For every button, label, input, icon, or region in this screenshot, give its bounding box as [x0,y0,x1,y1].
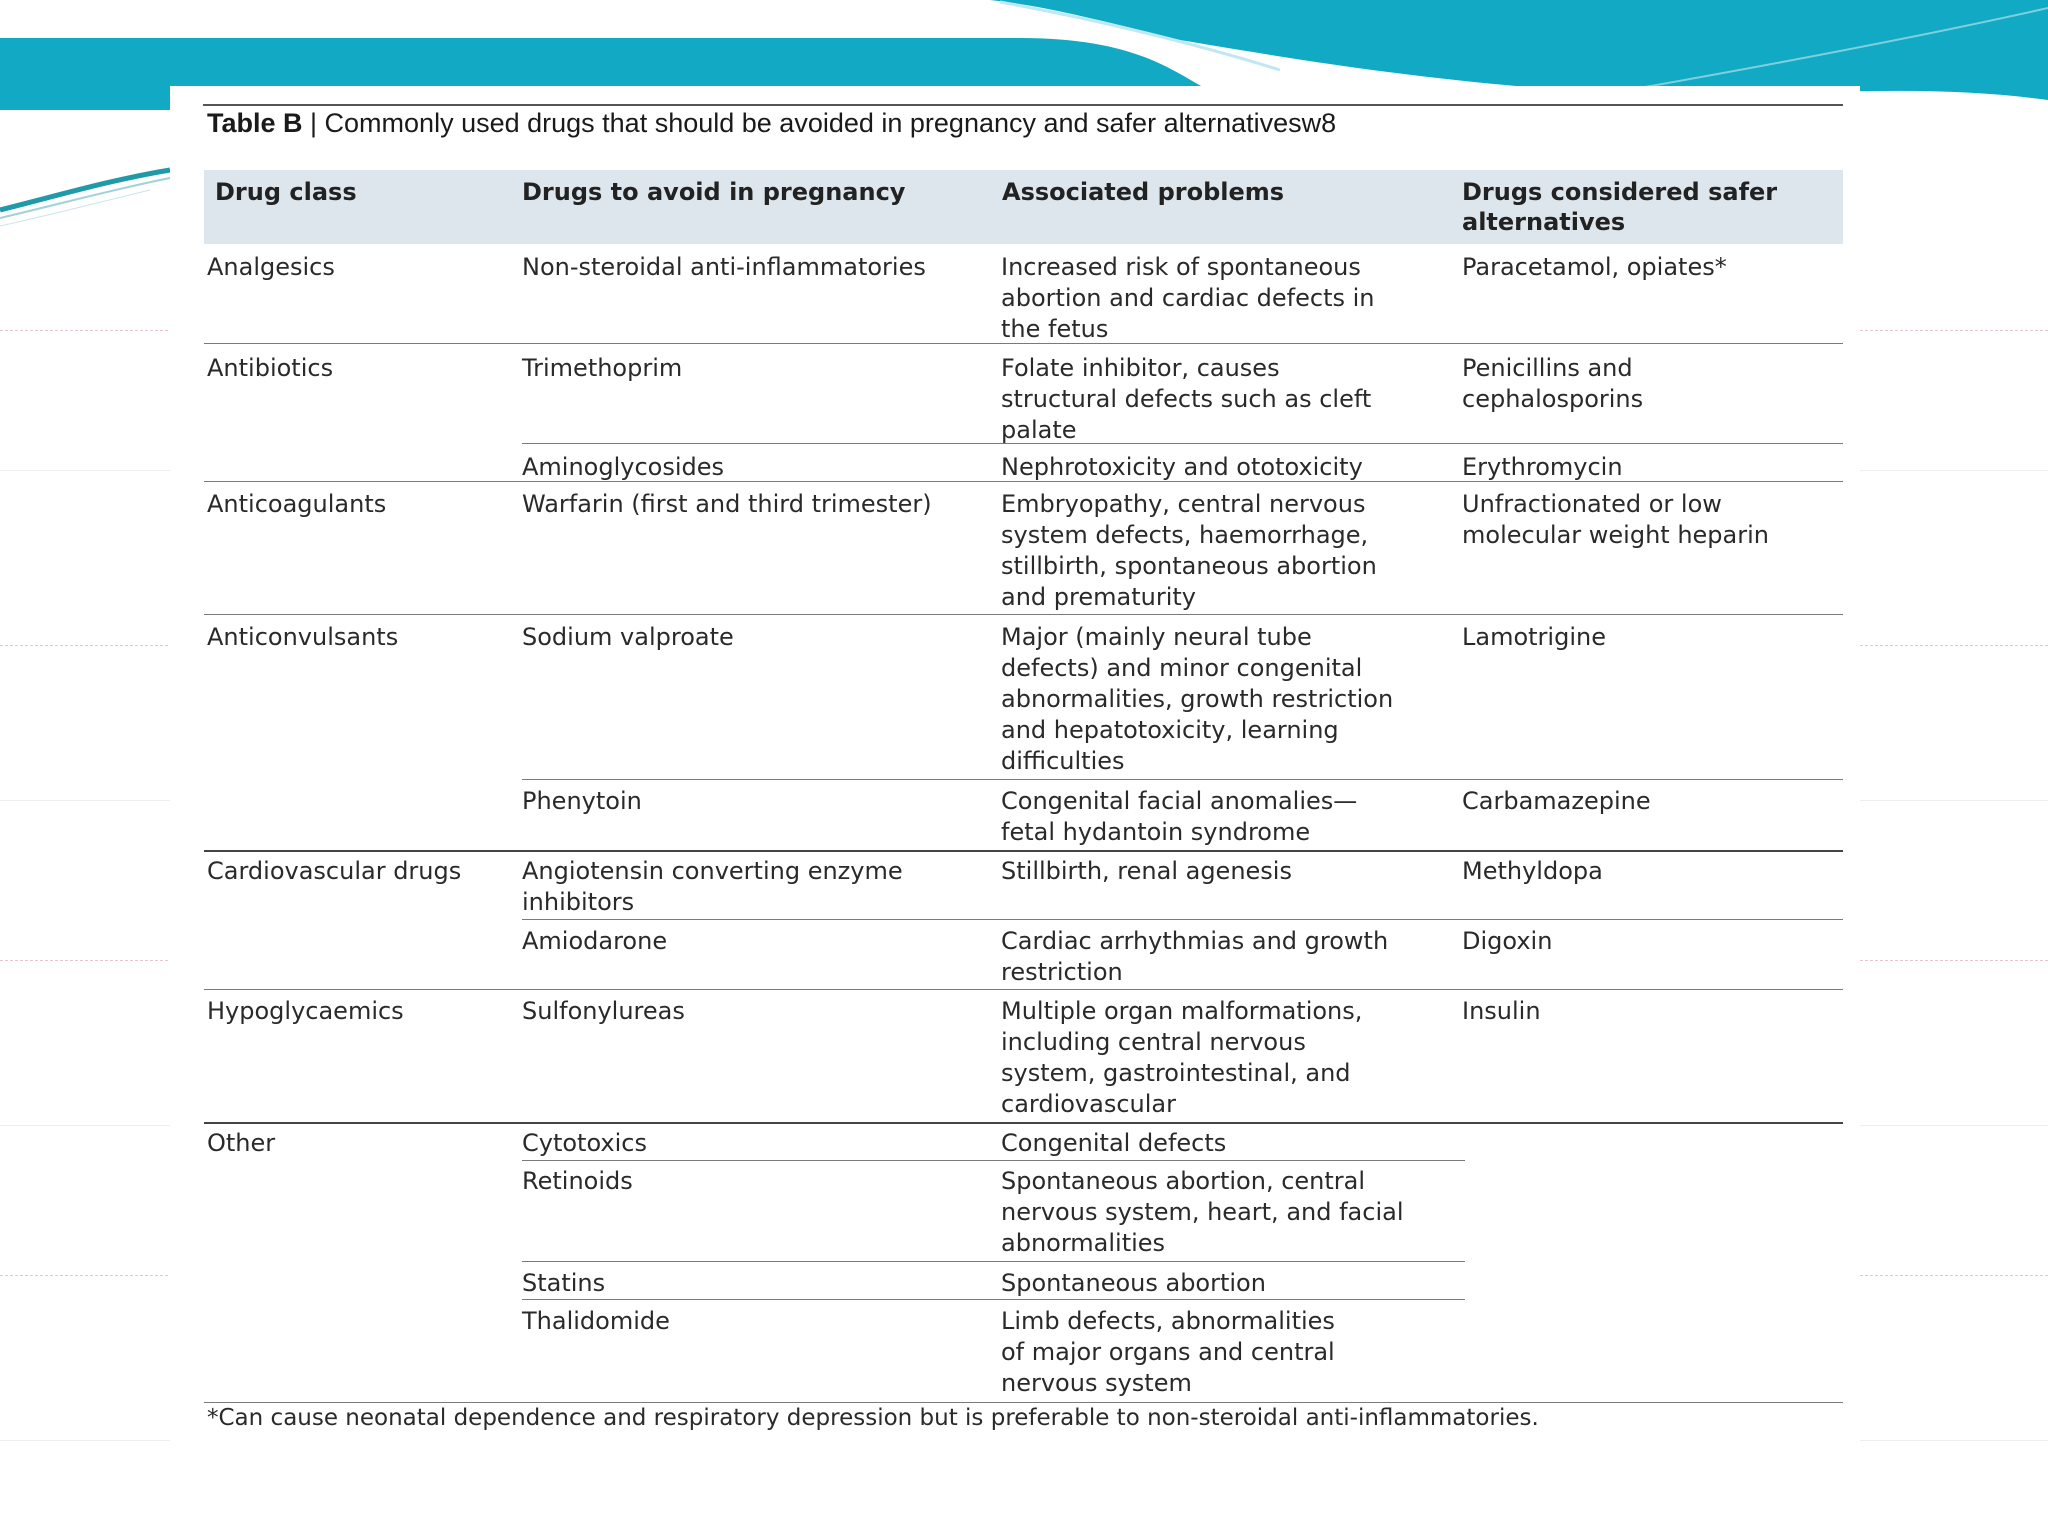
table-cell-alt: Penicillins and cephalosporins [1462,354,1644,413]
row-divider [204,343,1843,344]
title-separator: | [302,108,325,138]
table-cell-cls: Antibiotics [207,354,334,382]
table-slide [170,86,1860,1451]
table-cell-problem: Limb defects, abnormalities of major organs and central nervous system [1001,1307,1335,1397]
table-cell-drug: Warfarin (first and third trimester) [522,490,932,518]
table-cell-cls: Cardiovascular drugs [207,857,462,885]
table-cell-problem: Folate inhibitor, causes structural defects such as cleft palate [1001,354,1372,444]
title-text: Commonly used drugs that should be avoided in pregnancy and safer alternativesw8 [324,108,1337,138]
table-cell-problem: Congenital facial anomalies— fetal hydantoin syndrome [1001,787,1358,846]
table-cell-alt: Erythromycin [1462,453,1623,481]
decorative-swoosh [0,160,180,240]
table-cell-alt: Paracetamol, opiates* [1462,253,1727,281]
row-divider [522,443,1843,444]
table-cell-alt: Unfractionated or low molecular weight heparin [1462,490,1769,549]
table-cell-alt: Lamotrigine [1462,623,1606,651]
table-cell-problem: Nephrotoxicity and ototoxicity [1001,453,1363,481]
header-safer-alternatives: Drugs considered safer alternatives [1462,178,1778,236]
row-divider [522,1160,1465,1161]
table-cell-cls: Hypoglycaemics [207,997,404,1025]
row-divider [522,919,1843,920]
table-cell-drug: Aminoglycosides [522,453,725,481]
table-cell-alt: Methyldopa [1462,857,1603,885]
table-title [207,108,1336,139]
row-divider [204,1402,1843,1403]
table-cell-drug: Non-steroidal anti-inflammatories [522,253,926,281]
row-divider [522,1261,1465,1262]
table-cell-problem: Multiple organ malformations, including central nervous system, gastrointestinal, and cardiovascular [1001,997,1363,1118]
row-divider [204,614,1843,615]
table-cell-problem: Increased risk of spontaneous abortion and cardiac defects in the fetus [1001,253,1375,343]
table-cell-drug: Angiotensin converting enzyme inhibitors [522,857,903,916]
table-footnote: *Can cause neonatal dependence and respiratory depression but is preferable to non-steroidal anti-inflammatories. [207,1405,1539,1431]
header-drug-class: Drug class [215,178,357,206]
table-cell-alt: Carbamazepine [1462,787,1651,815]
table-cell-drug: Statins [522,1269,606,1297]
table-cell-problem: Cardiac arrhythmias and growth restriction [1001,927,1389,986]
table-cell-alt: Digoxin [1462,927,1553,955]
table-cell-problem: Congenital defects [1001,1129,1227,1157]
top-rule [203,104,1843,106]
table-cell-drug: Retinoids [522,1167,633,1195]
table-cell-problem: Major (mainly neural tube defects) and minor congenital abnormalities, growth restriction and hepatotoxicity, learning difficulties [1001,623,1394,775]
row-divider [522,779,1843,780]
table-label: Table B [207,108,303,138]
table-cell-problem: Spontaneous abortion, central nervous system, heart, and facial abnormalities [1001,1167,1404,1257]
header-drugs-to-avoid: Drugs to avoid in pregnancy [522,178,906,206]
row-divider [204,850,1843,852]
table-cell-problem: Spontaneous abortion [1001,1269,1266,1297]
table-cell-cls: Analgesics [207,253,335,281]
table-cell-drug: Phenytoin [522,787,642,815]
row-divider [204,481,1843,482]
header-associated-problems: Associated problems [1002,178,1285,206]
table-cell-cls: Anticoagulants [207,490,387,518]
table-cell-alt: Insulin [1462,997,1541,1025]
row-divider [204,989,1843,990]
table-cell-drug: Cytotoxics [522,1129,647,1157]
table-cell-problem: Embryopathy, central nervous system defects, haemorrhage, stillbirth, spontaneous abortion and prematurity [1001,490,1377,611]
table-cell-drug: Sulfonylureas [522,997,685,1025]
table-cell-drug: Trimethoprim [522,354,683,382]
table-cell-cls: Anticonvulsants [207,623,399,651]
table-cell-drug: Amiodarone [522,927,668,955]
table-cell-drug: Thalidomide [522,1307,670,1335]
table-cell-drug: Sodium valproate [522,623,734,651]
table-cell-cls: Other [207,1129,276,1157]
row-divider [522,1299,1465,1300]
table-cell-problem: Stillbirth, renal agenesis [1001,857,1292,885]
row-divider [204,1122,1843,1124]
